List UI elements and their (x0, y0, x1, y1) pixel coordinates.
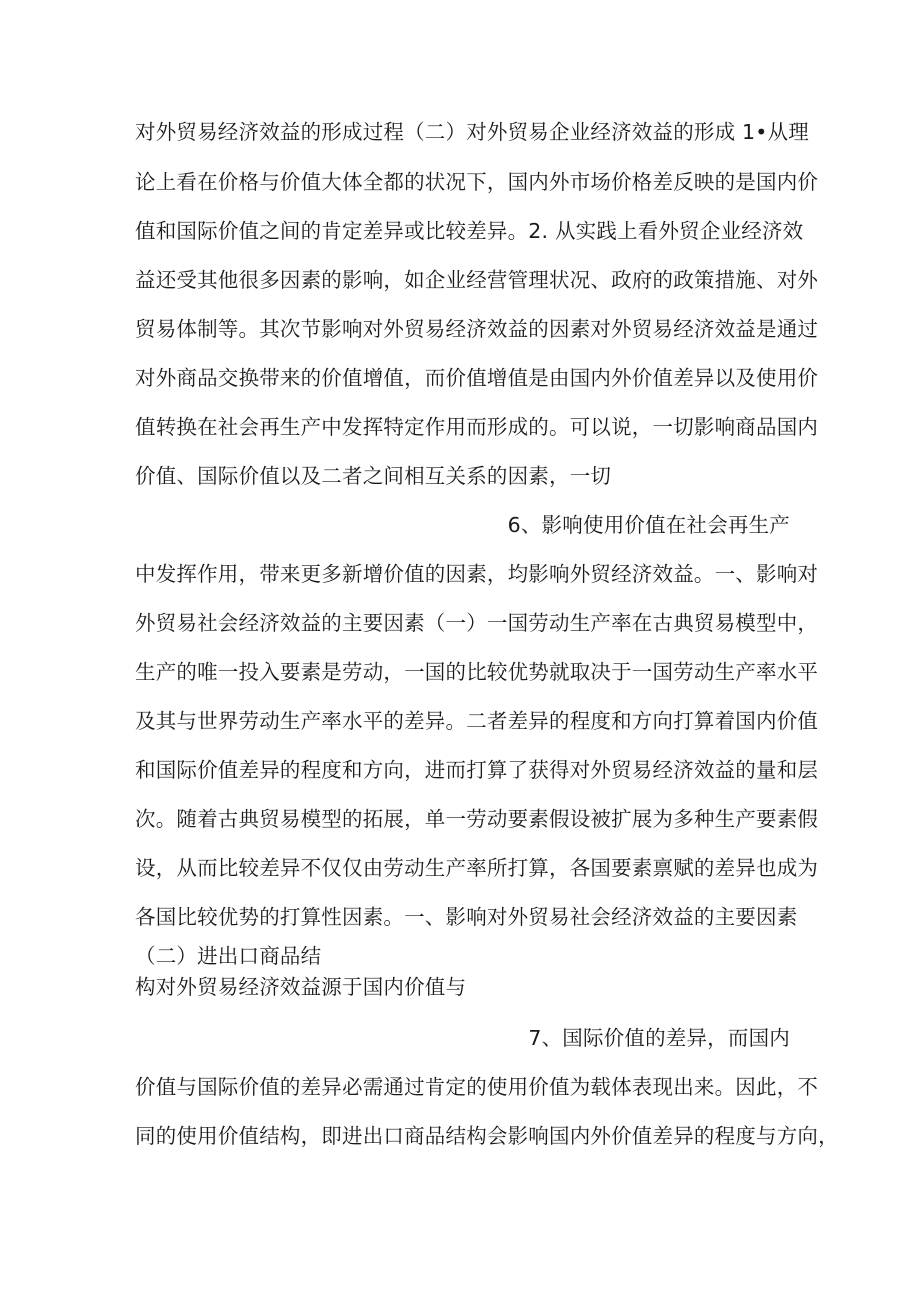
paragraph-line: 论上看在价格与价值大体全都的状况下，国内外市场价格差反映的是国内价 (135, 170, 819, 194)
paragraph-line: 及其与世界劳动生产率水平的差异。二者差异的程度和方向打算着国内价值 (135, 709, 819, 733)
paragraph-line: 和国际价值差异的程度和方向，进而打算了获得对外贸易经济效益的量和层 (135, 758, 819, 782)
paragraph-line: 设，从而比较差异不仅仅由劳动生产率所打算，各国要素禀赋的差异也成为 (135, 856, 819, 880)
paragraph-line: 外贸易社会经济效益的主要因素（一）一国劳动生产率在古典贸易模型中， (135, 611, 819, 635)
paragraph-line: 贸易体制等。其次节影响对外贸易经济效益的因素对外贸易经济效益是通过 (135, 317, 819, 341)
paragraph-line: 中发挥作用，带来更多新增价值的因素，均影响外贸经济效益。一、影响对 (135, 562, 819, 586)
paragraph-line: 价值、国际价值以及二者之间相互关系的因素，一切 (135, 464, 612, 488)
numbered-heading: 7、国际价值的差异，而国内 (528, 1026, 790, 1050)
paragraph-line: 对外商品交换带来的价值增值，而价值增值是由国内外价值差异以及使用价 (135, 366, 819, 390)
paragraph-line: 次。随着古典贸易模型的拓展，单一劳动要素假设被扩展为多种生产要素假 (135, 807, 819, 831)
paragraph-line: （二）进出口商品结 (135, 944, 322, 968)
paragraph-line: 价值与国际价值的差异必需通过肯定的使用价值为载体表现出来。因此，不 (135, 1075, 819, 1099)
paragraph-line: 对外贸易经济效益的形成过程（二）对外贸易企业经济效益的形成 1•从理 (135, 120, 809, 144)
paragraph-line: 各国比较优势的打算性因素。一、影响对外贸易社会经济效益的主要因素 (135, 905, 798, 929)
paragraph-line: 生产的唯一投入要素是劳动，一国的比较优势就取决于一国劳动生产率水平 (135, 660, 819, 684)
paragraph-line: 值和国际价值之间的肯定差异或比较差异。2. 从实践上看外贸企业经济效 (135, 219, 804, 243)
paragraph-line: 值转换在社会再生产中发挥特定作用而形成的。可以说，一切影响商品国内 (135, 415, 819, 439)
numbered-heading: 6、影响使用价值在社会再生产 (507, 513, 790, 537)
paragraph-line: 益还受其他很多因素的影响，如企业经营管理状况、政府的政策措施、对外 (135, 268, 819, 292)
paragraph-line: 同的使用价值结构，即进出口商品结构会影响国内外价值差异的程度与方向， (135, 1124, 839, 1148)
paragraph-line: 构对外贸易经济效益源于国内价值与 (135, 975, 467, 999)
